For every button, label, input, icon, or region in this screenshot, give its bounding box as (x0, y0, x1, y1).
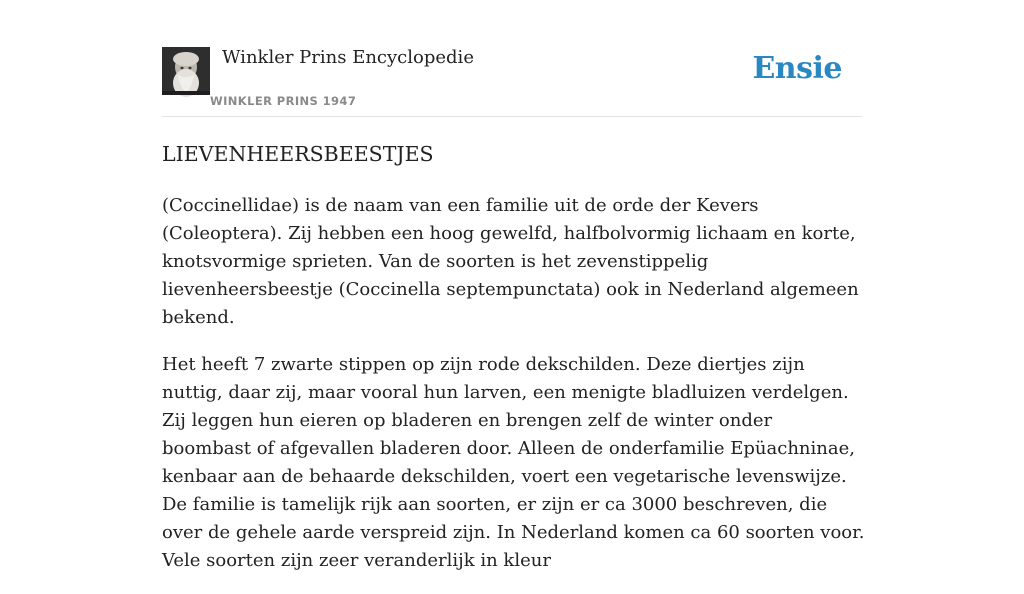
source-header (162, 46, 862, 117)
article-paragraph: (Coccinellidae) is de naam van een familie uit de orde der Kevers (Coleoptera). Zij hebben een hoog gewelfd, halfbolvormig lichaam en korte, knotsvormige sprieten. Van de soorten is het zevenstippelig lievenheersbeestje (Coccinella septempunctata) ook in Nederland algemeen bekend. (162, 195, 859, 328)
source-subtitle[interactable]: WINKLER PRINS 1947 (210, 94, 357, 108)
brand-logo[interactable]: Ensie (752, 51, 842, 86)
source-title[interactable]: Winkler Prins Encyclopedie (222, 47, 474, 68)
article-paragraph: Het heeft 7 zwarte stippen op zijn rode dekschilden. Deze diertjes zijn nuttig, daar zij, maar vooral hun larven, een menigte bladluizen verdelgen. Zij leggen hun eieren op bladeren en brengen zelf de winter onder boombast of afgevallen bladeren door. Alleen de onderfamilie Epüachninae, kenbaar aan de behaarde dekschilden, voert een vegetarische levenswijze. De familie is tamelijk rijk aan soorten, er zijn er ca 3000 beschreven, die over de gehele aarde verspreid zijn. In Nederland komen ca 60 soorten voor. Vele soorten zijn zeer veranderlijk in kleur (162, 354, 865, 571)
author-avatar[interactable] (162, 47, 210, 95)
article-title: LIEVENHEERSBEESTJES (162, 142, 434, 166)
portrait-icon (162, 47, 210, 95)
article-body (162, 192, 866, 594)
